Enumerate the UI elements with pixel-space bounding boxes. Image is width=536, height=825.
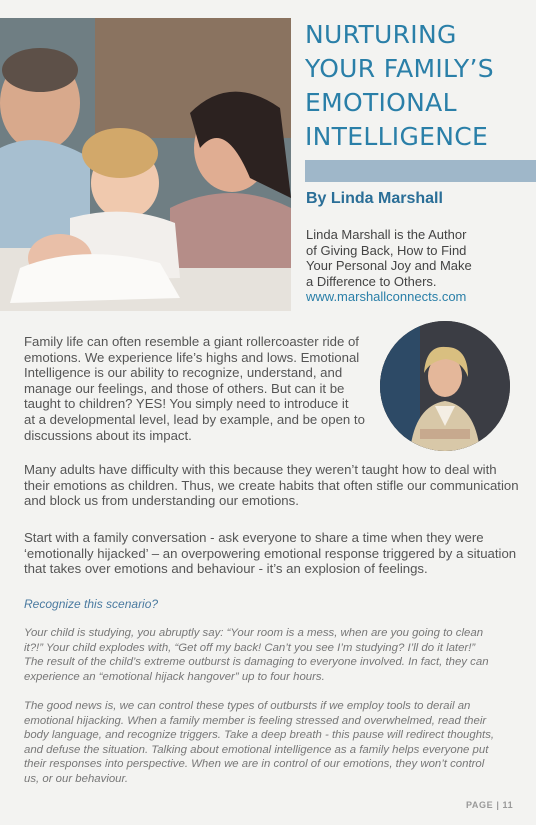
- text-line: us, or our behaviour.: [24, 772, 129, 785]
- text-line: manage our feelings, and those of others. But can it be: [24, 380, 345, 396]
- good-news-paragraph: [24, 699, 494, 787]
- body-paragraph-2: [24, 462, 519, 509]
- text-line: emotional hijacking. When a family member is feeling stressed and overwhelmed, read their: [24, 714, 487, 727]
- bio-line: a Difference to Others.: [306, 273, 437, 289]
- text-line: discussions about its impact.: [24, 427, 192, 443]
- article-title: [305, 18, 530, 154]
- author-bio: [306, 227, 531, 305]
- text-line: body language, and recognize triggers. Take a deep breath - this pause will redirect thoughts,: [24, 729, 495, 742]
- bio-line: Your Personal Joy and Make: [306, 258, 472, 274]
- text-line: ‘emotionally hijacked’ – an overpowering emotional response triggered by a situation: [24, 545, 517, 561]
- text-line: it?!” Your child explodes with, “Get off my back! Can’t you see I’m studying? I’ll do it later!”: [24, 641, 476, 654]
- text-line: their responses into perspective. When we are in control of our emotions, they won’t control: [24, 758, 485, 771]
- text-line: and block us from understanding our emotions.: [24, 493, 299, 509]
- text-line: taught to children? YES! You simply need to introduce it: [24, 396, 349, 412]
- text-line: Your child is studying, you abruptly say: “Your room is a mess, when are you going to clean: [24, 627, 484, 639]
- text-line: Family life can often resemble a giant rollercoaster ride of: [24, 334, 359, 349]
- text-line: The good news is, we can control these types of outbursts if we employ tools to derail an: [24, 700, 471, 712]
- bio-line: of Giving Back, How to Find: [306, 242, 467, 258]
- text-line: Intelligence is our ability to recognize, understand, and: [24, 365, 343, 381]
- family-photo: [0, 18, 291, 311]
- title-line: EMOTIONAL: [305, 88, 457, 117]
- text-line: The result of the child’s extreme outburst is damaging to everyone involved. In fact, they can: [24, 656, 489, 669]
- text-line: their emotions as children. Thus, we create habits that often stifle our communication: [24, 477, 519, 493]
- body-paragraph-3: [24, 530, 517, 577]
- scenario-subheading: Recognize this scenario?: [24, 597, 159, 611]
- title-divider-bar: [305, 160, 536, 182]
- author-website-link[interactable]: www.marshallconnects.com: [306, 289, 467, 305]
- author-portrait: [380, 321, 510, 451]
- text-line: Start with a family conversation - ask everyone to share a time when they were: [24, 530, 484, 545]
- text-line: at a developmental level, lead by example, and be open to: [24, 411, 365, 427]
- text-line: that takes over emotions and behaviour - it’s an explosion of feelings.: [24, 561, 428, 577]
- intro-paragraph: [24, 334, 374, 443]
- title-line: NURTURING: [305, 20, 457, 49]
- title-line: INTELLIGENCE: [305, 122, 489, 151]
- title-line: YOUR FAMILY’S: [305, 54, 494, 83]
- author-byline: By Linda Marshall: [306, 190, 443, 207]
- text-line: and defuse the situation. Talking about emotional intelligence as a family helps everyone put: [24, 743, 489, 756]
- text-line: emotions. We experience life’s highs and lows. Emotional: [24, 349, 360, 365]
- text-line: Many adults have difficulty with this because they weren’t taught how to deal with: [24, 462, 497, 477]
- bio-line: Linda Marshall is the Author: [306, 227, 467, 242]
- scenario-paragraph: [24, 626, 489, 684]
- page-number: PAGE | 11: [466, 800, 514, 810]
- text-line: experience an “emotional hijack hangover” up to four hours.: [24, 670, 325, 683]
